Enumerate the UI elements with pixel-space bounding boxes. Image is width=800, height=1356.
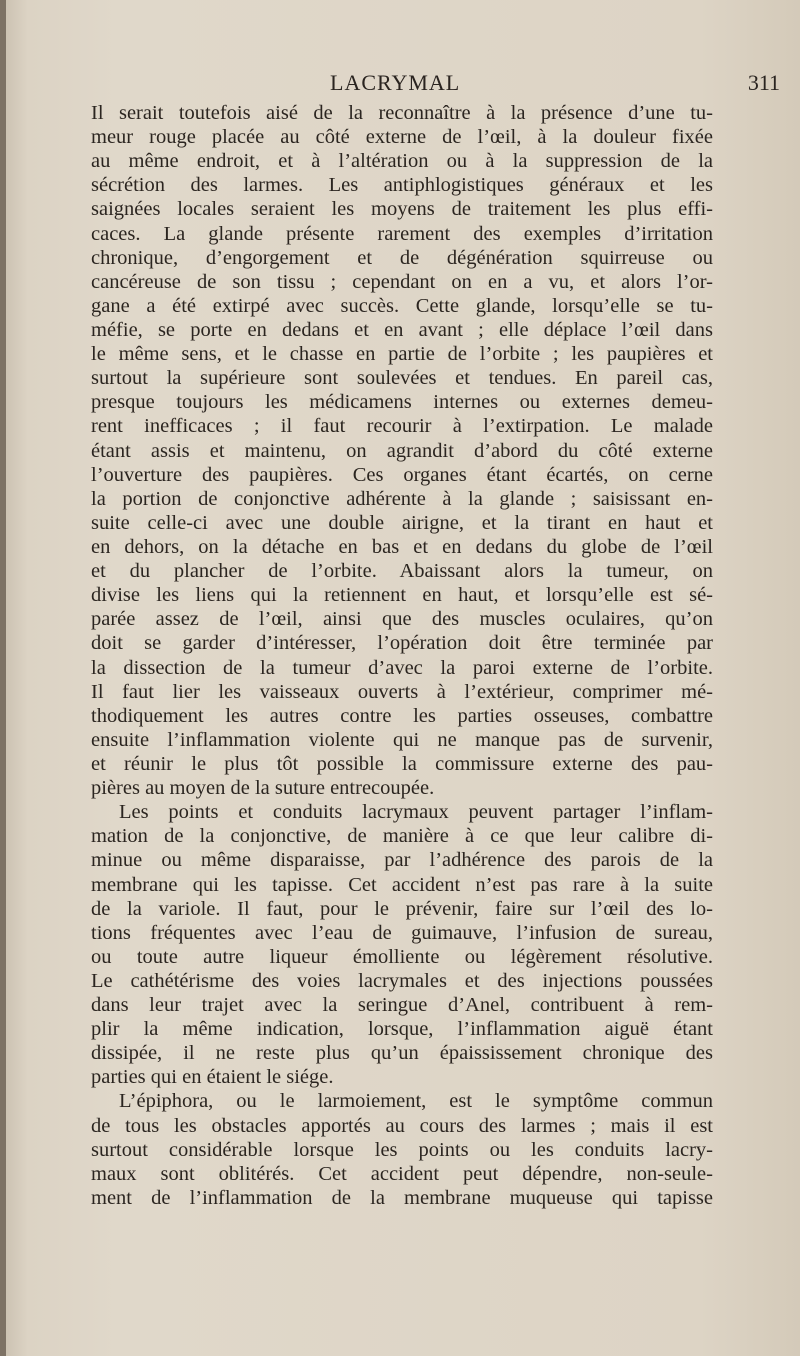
text-line: saignées locales seraient les moyens de traitement les plus effi- <box>91 198 713 221</box>
text-line: méfie, se porte en dedans et en avant ; elle déplace l’œil dans <box>91 318 713 341</box>
text-line: minue ou même disparaisse, par l’adhérence des parois de la <box>91 849 713 872</box>
text-line: Il serait toutefois aisé de la reconnaître à la présence d’une tu- <box>91 102 713 124</box>
page-number: 311 <box>747 70 780 95</box>
text-line: gane a été extirpé avec succès. Cette glande, lorsqu’elle se tu- <box>91 294 713 317</box>
text-line: Les points et conduits lacrymaux peuvent partager l’inflam- <box>119 801 713 824</box>
text-line: thodiquement les autres contre les parties osseuses, combattre <box>91 704 713 727</box>
text-line: divise les liens qui la retiennent en haut, et lorsqu’elle est sé- <box>91 584 713 607</box>
text-line: la portion de conjonctive adhérente à la glande ; saisissant en- <box>91 487 713 510</box>
text-line: le même sens, et le chasse en partie de l’orbite ; les paupières et <box>91 343 713 366</box>
text-line: caces. La glande présente rarement des exemples d’irritation <box>91 222 713 245</box>
text-line: presque toujours les médicamens internes ou externes demeu- <box>91 391 713 414</box>
text-line: membrane qui les tapisse. Cet accident n’est pas rare à la suite <box>91 873 713 896</box>
text-line: étant assis et maintenu, on agrandit d’abord du côté externe <box>91 439 713 462</box>
text-line: et réunir le plus tôt possible la commissure externe des pau- <box>91 752 713 775</box>
text-line: de la variole. Il faut, pour le prévenir, faire sur l’œil des lo- <box>91 897 713 920</box>
text-line: dans leur trajet avec la seringue d’Anel, contribuent à rem- <box>91 994 713 1017</box>
text-line: plir la même indication, lorsque, l’inflammation aiguë étant <box>91 1018 713 1041</box>
text-line: la dissection de la tumeur d’avec la paroi externe de l’orbite. <box>91 656 713 679</box>
page-header <box>90 70 780 100</box>
text-line: parée assez de l’œil, ainsi que des muscles oculaires, qu’on <box>91 608 713 631</box>
page-binding-edge <box>0 0 6 1356</box>
text-line: mation de la conjonctive, de manière à ce que leur calibre di- <box>91 825 713 848</box>
text-line: chronique, d’engorgement et de dégénération squirreuse ou <box>91 246 713 269</box>
text-line: meur rouge placée au côté externe de l’œil, à la douleur fixée <box>91 126 713 149</box>
text-line: L’épiphora, ou le larmoiement, est le symptôme commun <box>119 1090 713 1113</box>
text-line: de tous les obstacles apportés au cours des larmes ; mais il est <box>91 1114 713 1137</box>
text-line: suite celle-ci avec une double airigne, et la tirant en haut et <box>91 511 713 534</box>
text-line: et du plancher de l’orbite. Abaissant alors la tumeur, on <box>91 560 713 583</box>
text-line: rent inefficaces ; il faut recourir à l’extirpation. Le malade <box>91 415 713 438</box>
text-line: en dehors, on la détache en bas et en dedans du globe de l’œil <box>91 535 713 558</box>
text-line: Il faut lier les vaisseaux ouverts à l’extérieur, comprimer mé- <box>91 680 713 703</box>
text-line: l’ouverture des paupières. Ces organes étant écartés, on cerne <box>91 463 713 486</box>
text-line: ment de l’inflammation de la membrane muqueuse qui tapisse <box>91 1186 713 1209</box>
text-line: surtout la supérieure sont soulevées et tendues. En pareil cas, <box>91 367 713 390</box>
body-text <box>91 101 713 1210</box>
text-line: ensuite l’inflammation violente qui ne manque pas de survenir, <box>91 728 713 751</box>
text-line: maux sont oblitérés. Cet accident peut dépendre, non-seule- <box>91 1162 713 1185</box>
text-line: Le cathétérisme des voies lacrymales et des injections poussées <box>91 969 713 992</box>
text-line: surtout considérable lorsque les points ou les conduits lacry- <box>91 1138 713 1161</box>
text-line: tions fréquentes avec l’eau de guimauve, l’infusion de sureau, <box>91 921 713 944</box>
running-title: LACRYMAL <box>330 70 461 95</box>
text-line: pières au moyen de la suture entrecoupée. <box>91 777 435 800</box>
text-line: doit se garder d’intéresser, l’opération doit être terminée par <box>91 632 713 655</box>
text-line: parties qui en étaient le siége. <box>91 1066 334 1089</box>
text-line: ou toute autre liqueur émolliente ou légèrement résolutive. <box>91 945 713 968</box>
text-line: cancéreuse de son tissu ; cependant on en a vu, et alors l’or- <box>91 270 713 293</box>
text-line: dissipée, il ne reste plus qu’un épaississement chronique des <box>91 1042 713 1065</box>
text-line: sécrétion des larmes. Les antiphlogistiques généraux et les <box>91 174 713 197</box>
text-line: au même endroit, et à l’altération ou à la suppression de la <box>91 150 713 173</box>
